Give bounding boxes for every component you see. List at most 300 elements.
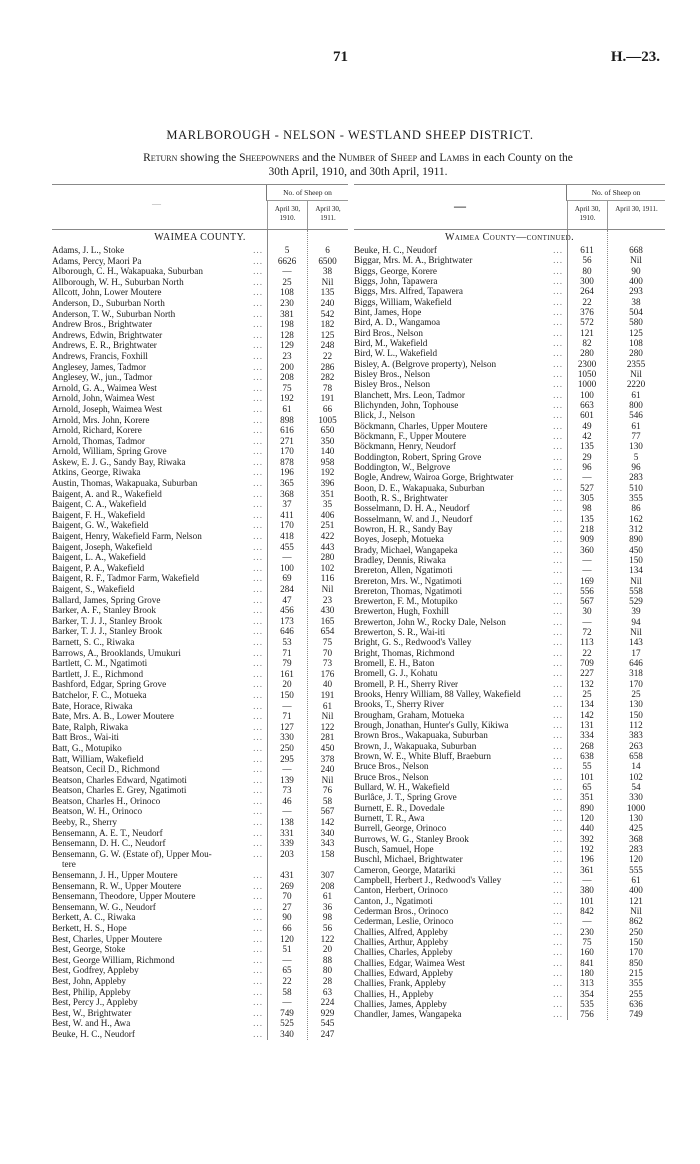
dot-leader <box>133 701 267 712</box>
dot-leader <box>463 286 567 296</box>
table-row <box>52 1008 348 1019</box>
subtitle-part: showing the <box>177 152 240 164</box>
sheep-1910: 101 <box>580 771 594 782</box>
owner-name: Best, John, Appleby <box>52 975 127 986</box>
sheep-1910: 98 <box>582 503 592 514</box>
table-row <box>354 307 665 317</box>
owner-name: Beeby, R., Sherry <box>52 817 117 828</box>
sheep-1911: Nil <box>630 906 642 916</box>
dot-leader <box>187 775 267 786</box>
dot-leader <box>449 782 567 792</box>
owner-name: Baigent, G. W., Wakefield <box>52 520 149 531</box>
table-row <box>354 606 665 616</box>
sheep-1911: 580 <box>629 317 643 328</box>
column-divider <box>307 230 308 1040</box>
owner-cell <box>52 785 267 796</box>
owner-cell <box>354 813 567 823</box>
dot-leader <box>166 679 267 690</box>
sheep-1910: 121 <box>580 327 594 338</box>
sheep-1911: 504 <box>629 306 643 317</box>
owner-cell <box>354 875 567 885</box>
table-row <box>354 586 665 596</box>
sheep-1910: 142 <box>580 709 594 720</box>
owner-cell <box>52 531 267 542</box>
sheep-1910: 230 <box>580 926 594 937</box>
sheep-1911: 38 <box>322 266 333 277</box>
dot-leader <box>455 865 567 875</box>
owner-name: Andrews, E. R., Brightwater <box>52 340 157 351</box>
table-row <box>354 431 665 441</box>
owner-name: Berkett, A. C., Riwaka <box>52 912 136 923</box>
sheep-1911: 88 <box>322 954 333 965</box>
dot-leader <box>453 565 568 575</box>
sheep-1910: 49 <box>582 420 592 431</box>
owner-name: Anglesey, W., jun., Tadmor <box>52 372 153 383</box>
owner-cell <box>354 865 567 875</box>
owner-cell <box>354 472 567 482</box>
owner-name: Bartlett, C. M., Ngatimoti <box>52 658 148 669</box>
sheep-1911: 350 <box>320 435 335 446</box>
sheep-1910: 120 <box>580 813 594 824</box>
sheep-1910: 646 <box>280 626 294 637</box>
sheep-1911: 5 <box>633 451 639 462</box>
sheep-1911: 1005 <box>318 414 337 425</box>
table-row <box>52 605 348 616</box>
sheep-1910: 1000 <box>577 379 597 390</box>
owner-cell <box>354 452 567 462</box>
owner-cell <box>52 764 267 775</box>
dot-leader <box>127 923 267 934</box>
owner-cell <box>52 690 267 701</box>
dot-leader <box>437 266 567 276</box>
sheep-1910: 431 <box>280 870 294 881</box>
table-row <box>354 348 665 358</box>
dot-leader <box>197 478 267 489</box>
dot-leader <box>465 958 567 968</box>
table-row <box>354 958 665 968</box>
owner-cell <box>52 415 267 426</box>
dot-leader <box>457 792 567 802</box>
sheepowners-table-right <box>354 184 665 1020</box>
dot-leader <box>415 410 567 420</box>
sheep-1911: 208 <box>320 880 335 891</box>
table-row <box>52 415 348 426</box>
sheep-1911: 120 <box>629 854 643 865</box>
table-row <box>354 751 665 761</box>
owner-name: Best, W., Brightwater <box>52 1007 132 1018</box>
document-subtitle <box>50 151 666 179</box>
owner-name: Biggs, Mrs. Alfred, Tapawera <box>354 286 463 297</box>
sheep-1910: 160 <box>580 947 594 958</box>
dot-leader <box>130 1018 267 1029</box>
owner-name: Bensemann, D. H. C., Neudorf <box>52 838 166 849</box>
table-row <box>52 912 348 923</box>
table-row <box>52 531 348 542</box>
owner-cell <box>354 772 567 782</box>
owner-cell <box>354 978 567 988</box>
table-row <box>354 493 665 503</box>
owner-name: Biggar, Mrs. M. A., Brightwater <box>354 255 473 266</box>
table-header <box>354 184 665 230</box>
owner-name: Böckmann, Charles, Upper Moutere <box>354 420 488 431</box>
dot-leader <box>448 885 567 895</box>
column-header-1910: April 30, 1910. <box>267 200 307 229</box>
table-row <box>354 359 665 369</box>
sheep-1910: 56 <box>582 255 592 266</box>
owner-name: Challies, Frank, Appleby <box>354 978 446 989</box>
owner-cell <box>52 626 267 637</box>
owner-cell <box>354 834 567 844</box>
owner-name: Bruce Bros., Nelson <box>354 761 429 772</box>
dot-leader <box>141 256 267 267</box>
dot-leader <box>508 720 567 730</box>
sheep-1911: 38 <box>631 296 641 307</box>
sheep-1911: 35 <box>322 499 333 510</box>
dot-leader <box>434 844 567 854</box>
owner-cell <box>354 348 567 358</box>
owner-cell <box>52 743 267 754</box>
dot-leader <box>134 637 267 648</box>
sheep-1910: 79 <box>282 658 292 669</box>
dot-leader <box>131 1008 267 1019</box>
table-row <box>354 710 665 720</box>
sheep-1911: Nil <box>630 368 642 379</box>
table-row <box>52 806 348 817</box>
sheep-1910: 51 <box>282 944 292 955</box>
owner-name: Alborough, C. H., Wakapuaka, Suburban <box>52 266 203 277</box>
sheep-1910: 455 <box>280 541 294 552</box>
owner-cell <box>354 761 567 771</box>
owner-name: Brougham, Graham, Motueka <box>354 709 465 720</box>
owner-cell <box>52 806 267 817</box>
sheep-1911: 61 <box>631 420 641 431</box>
sheep-1911: 283 <box>629 472 643 483</box>
sheep-1910: 208 <box>280 372 294 383</box>
owner-name: Ballard, James, Spring Grove <box>52 594 161 605</box>
sheep-1910: 525 <box>280 1018 294 1029</box>
sheep-1911: 282 <box>320 372 335 383</box>
owner-name: Bensemann, W. G., Neudorf <box>52 901 156 912</box>
owner-cell <box>52 277 267 288</box>
table-row <box>354 369 665 379</box>
sheep-1910: 75 <box>282 382 292 393</box>
sheep-1911: 76 <box>322 785 333 796</box>
dot-leader <box>458 545 567 555</box>
sheep-1911: 130 <box>629 699 643 710</box>
owner-cell <box>354 937 567 947</box>
sheep-1910: 1050 <box>577 368 597 379</box>
dot-leader <box>429 772 567 782</box>
sheep-1911: 355 <box>629 492 643 503</box>
owner-cell <box>354 462 567 472</box>
dot-leader <box>155 393 267 404</box>
sheep-1910: 709 <box>580 658 594 669</box>
owner-name: Arnold, John, Waimea West <box>52 393 155 404</box>
dot-leader <box>186 457 267 468</box>
sheep-1910: 376 <box>580 306 594 317</box>
table-row <box>354 896 665 906</box>
table-row <box>52 499 348 510</box>
sheep-1911: 749 <box>629 1009 643 1020</box>
sheep-1911: 654 <box>320 626 335 637</box>
sheep-1911: 61 <box>631 389 641 400</box>
owner-cell <box>354 307 567 317</box>
owner-name: Brooks, Henry William, 88 Valley, Wakefield <box>354 689 521 700</box>
owner-cell <box>52 711 267 722</box>
owner-name: Booth, R. S., Brightwater <box>354 492 448 503</box>
owner-name: Bensemann, A. E. T., Neudorf <box>52 827 163 838</box>
sheep-1910: 170 <box>280 520 294 531</box>
sheep-1910: 749 <box>280 1007 294 1018</box>
owner-cell <box>52 563 267 574</box>
sheep-1911: 78 <box>322 382 333 393</box>
owner-name: Böckmann, F., Upper Moutere <box>354 430 467 441</box>
table-row <box>354 328 665 338</box>
sheep-1910: 150 <box>280 689 294 700</box>
table-row <box>354 555 665 565</box>
table-row <box>52 1018 348 1029</box>
table-row <box>52 340 348 351</box>
table-row <box>52 309 348 320</box>
owner-cell <box>354 1009 567 1019</box>
sheep-1911: 1000 <box>626 802 646 813</box>
owner-name: Blanchett, Mrs. Leon, Tadmor <box>354 389 465 400</box>
table-row <box>354 679 665 689</box>
owner-cell <box>354 823 567 833</box>
sheep-1911: 191 <box>320 689 335 700</box>
table-row <box>52 891 348 902</box>
dot-leader <box>152 542 267 553</box>
sheep-1911: 94 <box>631 616 641 627</box>
table-row <box>52 616 348 627</box>
dot-leader <box>447 999 567 1009</box>
dot-leader <box>181 881 267 892</box>
owner-name: Bowron, H. R., Sandy Bay <box>354 523 453 534</box>
sheep-1910: — <box>582 616 592 627</box>
table-row <box>52 256 348 267</box>
sheep-1911: 130 <box>629 441 643 452</box>
owner-name: Barker, T. J. J., Stanley Brook <box>52 615 163 626</box>
owner-name: Anderson, T. W., Suburban North <box>52 308 176 319</box>
sheep-1910: 663 <box>580 399 594 410</box>
sheep-1910: 360 <box>580 544 594 555</box>
sheep-1910: 73 <box>282 785 292 796</box>
table-row <box>52 679 348 690</box>
owner-name: Arnold, Mrs. John, Korere <box>52 414 150 425</box>
dot-leader <box>446 978 567 988</box>
dot-leader <box>142 425 267 436</box>
dot-leader <box>462 586 567 596</box>
sheep-1910: 300 <box>580 275 594 286</box>
sheep-1911: 958 <box>320 456 335 467</box>
sheep-1911: 406 <box>320 509 335 520</box>
sheep-1910: 230 <box>280 297 294 308</box>
owner-cell <box>354 730 567 740</box>
owner-name: Beatson, Charles H., Orinoco <box>52 795 161 806</box>
owner-name: Brewerton, Hugh, Foxhill <box>354 606 449 617</box>
dot-leader <box>425 813 567 823</box>
sheep-1911: 165 <box>320 615 335 626</box>
sheep-1911: 281 <box>320 732 335 743</box>
dot-leader <box>453 947 568 957</box>
sheep-1911: 143 <box>629 637 643 648</box>
table-row <box>354 462 665 472</box>
dot-leader <box>149 415 267 426</box>
sheep-1910: 58 <box>282 986 292 997</box>
owner-cell <box>354 255 567 265</box>
sheep-1911: 98 <box>322 912 333 923</box>
table-body <box>354 230 665 1020</box>
table-row <box>354 617 665 627</box>
table-row <box>354 834 665 844</box>
sheep-1911: 102 <box>629 771 643 782</box>
sheep-1911: 929 <box>320 1007 335 1018</box>
owner-name: Blick, J., Nelson <box>354 410 415 421</box>
owner-name: Chandler, James, Wangapeka <box>354 1009 462 1020</box>
sheep-1911: 425 <box>629 823 643 834</box>
sheep-1910: — <box>282 266 292 277</box>
table-row <box>52 362 348 373</box>
owner-name: Brewerton, John W., Rocky Dale, Nelson <box>354 616 506 627</box>
table-row <box>354 472 665 482</box>
owner-cell <box>52 732 267 743</box>
dot-leader <box>157 383 267 394</box>
dot-leader <box>445 627 567 637</box>
sheep-1911: 890 <box>629 534 643 545</box>
table-row <box>52 955 348 966</box>
sheep-1911: 176 <box>320 668 335 679</box>
sheep-1911: 248 <box>320 340 335 351</box>
sheep-1910: 909 <box>580 534 594 545</box>
sheep-1910: 69 <box>282 573 292 584</box>
owner-cell <box>354 369 567 379</box>
sheep-1911: 36 <box>322 901 333 912</box>
dot-leader <box>128 722 267 733</box>
table-row <box>354 927 665 937</box>
dot-leader <box>454 648 567 658</box>
owner-name: Beatson, Charles E. Grey, Ngatimoti <box>52 785 187 796</box>
owner-name: Bensemann, Theodore, Upper Moutere <box>52 891 196 902</box>
owner-name: Baigent, Joseph, Wakefield <box>52 541 153 552</box>
dot-leader <box>135 912 267 923</box>
dot-leader <box>488 730 567 740</box>
owner-cell <box>354 503 567 513</box>
sheep-1911: 400 <box>629 275 643 286</box>
dot-leader <box>501 875 567 885</box>
sheep-1911: 66 <box>322 403 333 414</box>
sheep-1911: 862 <box>629 916 643 927</box>
dot-leader <box>203 266 267 277</box>
header-dash: — <box>454 199 466 213</box>
table-row <box>52 944 348 955</box>
sheep-1910: 268 <box>580 740 594 751</box>
owner-cell <box>52 351 267 362</box>
table-row <box>354 978 665 988</box>
owner-name: Baigent, A. and R., Wakefield <box>52 488 162 499</box>
owner-name: Bate, Mrs. A. B., Lower Moutere <box>52 711 174 722</box>
sheep-1911: 20 <box>322 944 333 955</box>
dot-leader <box>453 968 567 978</box>
sheep-1910: 898 <box>280 414 294 425</box>
owner-cell <box>52 648 267 659</box>
sheep-1911: 340 <box>320 827 335 838</box>
owner-name: Bromell, P. H., Sherry River <box>354 678 459 689</box>
owner-name: Beatson, Charles Edward, Ngatimoti <box>52 774 187 785</box>
table-row <box>52 881 348 892</box>
sheep-1911: 351 <box>320 488 335 499</box>
owner-cell <box>52 404 267 415</box>
sheep-1910: — <box>282 552 292 563</box>
owner-name: Arnold, Richard, Korere <box>52 425 142 436</box>
sheep-1911: 450 <box>320 742 335 753</box>
sheep-1911: 510 <box>629 482 643 493</box>
sheep-1910: 295 <box>280 753 294 764</box>
table-row <box>354 266 665 276</box>
table-row <box>354 823 665 833</box>
owner-name: Berkett, H. S., Hope <box>52 923 127 933</box>
table-row <box>354 534 665 544</box>
owner-cell <box>52 701 267 712</box>
sheep-1911: Nil <box>321 711 334 722</box>
owner-cell <box>354 379 567 389</box>
dot-leader <box>437 245 567 255</box>
owner-name: Bensemann, R. W., Upper Moutere <box>52 880 182 891</box>
sheep-1911: 134 <box>629 565 643 576</box>
owner-cell <box>354 854 567 864</box>
table-row <box>354 906 665 916</box>
sheep-1910: 611 <box>580 245 594 255</box>
sheep-1910: 30 <box>582 606 592 617</box>
dot-leader <box>433 989 567 999</box>
sheep-1911: 86 <box>631 503 641 514</box>
dot-leader <box>458 400 567 410</box>
sheep-1910: 250 <box>280 742 294 753</box>
sheep-1911: 170 <box>629 678 643 689</box>
owner-name: Brewerton, S. R., Wai-iti <box>354 627 446 638</box>
owner-cell <box>354 524 567 534</box>
dot-leader <box>157 340 267 351</box>
sheep-1910: 218 <box>580 523 594 534</box>
owner-cell <box>52 266 267 277</box>
owner-cell <box>354 441 567 451</box>
sheep-1910: 127 <box>280 721 294 732</box>
dot-leader <box>471 637 567 647</box>
owner-name: Arnold, William, Spring Grove <box>52 446 167 457</box>
table-row <box>52 266 348 277</box>
table-row <box>52 520 348 531</box>
sheep-1911: 6 <box>325 245 330 255</box>
dot-leader <box>141 467 267 478</box>
table-row <box>354 297 665 307</box>
sheep-1910: 330 <box>280 732 294 743</box>
owner-cell <box>52 838 267 849</box>
owner-cell <box>354 751 567 761</box>
dot-leader <box>166 838 267 849</box>
dot-leader <box>126 976 267 987</box>
dot-leader <box>461 1009 567 1019</box>
owner-cell <box>52 912 267 923</box>
dot-leader <box>147 658 267 669</box>
sheep-1911: 307 <box>320 870 335 881</box>
owner-name: Best, Percy J., Appleby <box>52 997 138 1008</box>
sheep-1910: 6626 <box>277 255 297 266</box>
owner-cell <box>354 627 567 637</box>
owner-name: Barker, T. J. J., Stanley Brook <box>52 626 163 637</box>
dot-leader <box>195 891 267 902</box>
subtitle-part: in each County on the <box>469 152 573 164</box>
table-row <box>52 277 348 288</box>
dot-leader <box>135 1029 267 1040</box>
